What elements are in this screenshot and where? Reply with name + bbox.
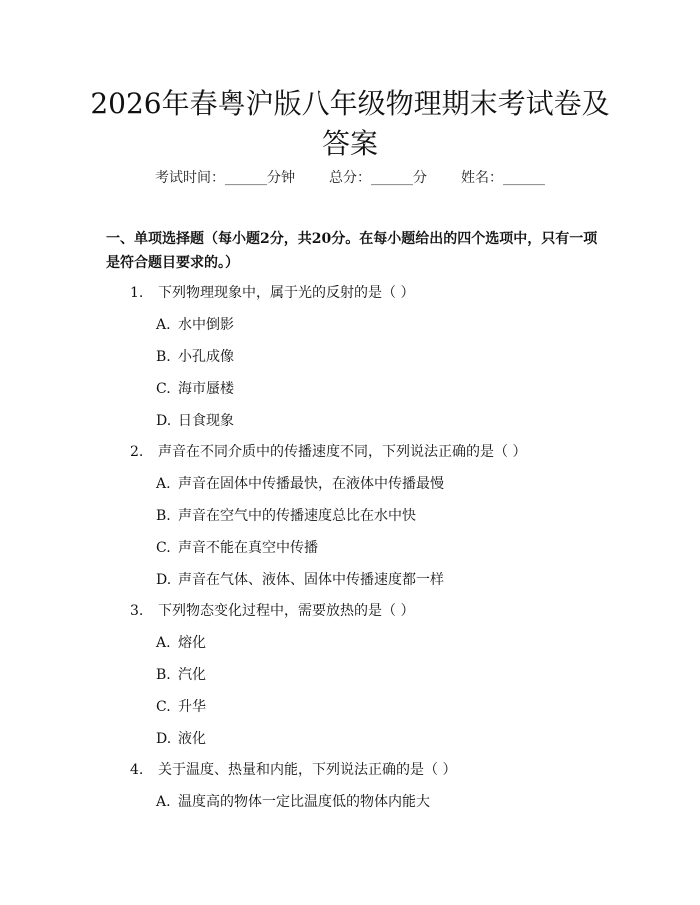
exam-info-line xyxy=(0,167,700,187)
option-item xyxy=(156,664,206,684)
option-item xyxy=(156,378,234,398)
question-number: 2. xyxy=(130,444,144,460)
option-item xyxy=(156,314,234,334)
option-letter: D. xyxy=(156,413,172,429)
question-text: 关于温度、热量和内能，下列说法正确的是（ ） xyxy=(158,762,457,778)
option-letter: A. xyxy=(156,794,171,810)
option-item xyxy=(156,505,416,525)
option-item xyxy=(156,346,234,366)
option-letter: A. xyxy=(156,635,171,651)
question-text: 下列物理现象中，属于光的反射的是（ ） xyxy=(158,285,415,301)
option-text: 声音在气体、液体、固体中传播速度都一样 xyxy=(178,572,444,588)
question-text: 下列物态变化过程中，需要放热的是（ ） xyxy=(158,603,415,619)
option-text: 日食现象 xyxy=(178,413,234,429)
question-text: 声音在不同介质中的传播速度不同，下列说法正确的是（ ） xyxy=(158,444,527,460)
option-letter: C. xyxy=(156,699,171,715)
option-letter: B. xyxy=(156,349,171,365)
question-2 xyxy=(130,441,526,461)
option-text: 小孔成像 xyxy=(178,349,234,365)
option-letter: B. xyxy=(156,508,171,524)
option-text: 声音不能在真空中传播 xyxy=(178,540,318,556)
question-1 xyxy=(130,282,414,302)
option-item xyxy=(156,632,206,652)
option-item xyxy=(156,569,444,589)
option-letter: A. xyxy=(156,317,171,333)
option-item xyxy=(156,473,444,493)
option-item xyxy=(156,537,318,557)
option-text: 声音在空气中的传播速度总比在水中快 xyxy=(178,508,416,524)
option-text: 温度高的物体一定比温度低的物体内能大 xyxy=(178,794,430,810)
option-text: 液化 xyxy=(178,731,206,747)
option-letter: A. xyxy=(156,476,171,492)
option-text: 升华 xyxy=(178,699,206,715)
question-number: 1. xyxy=(130,285,144,301)
option-letter: D. xyxy=(156,731,172,747)
question-number: 4. xyxy=(130,762,144,778)
option-item xyxy=(156,791,430,811)
option-text: 汽化 xyxy=(178,667,206,683)
option-letter: D. xyxy=(156,572,172,588)
question-4 xyxy=(130,759,456,779)
option-text: 声音在固体中传播最快，在液体中传播最慢 xyxy=(178,476,444,492)
total-score-field: 总分：______分 xyxy=(329,170,427,186)
section-heading: 一、单项选择题（每小题2分，共20分。在每小题给出的四个选项中，只有一项是符合题目要求的。） xyxy=(106,231,598,271)
exam-time-field: 考试时间：______分钟 xyxy=(155,170,295,186)
option-item xyxy=(156,728,206,748)
question-3 xyxy=(130,600,414,620)
page-title: 2026年春粤沪版八年级物理期末考试卷及答案 xyxy=(90,87,610,160)
option-item xyxy=(156,696,206,716)
student-name-field: 姓名：______ xyxy=(461,170,545,186)
option-text: 水中倒影 xyxy=(178,317,234,333)
question-number: 3. xyxy=(130,603,144,619)
option-text: 熔化 xyxy=(178,635,206,651)
option-letter: C. xyxy=(156,381,171,397)
option-letter: B. xyxy=(156,667,171,683)
option-item xyxy=(156,410,234,430)
option-letter: C. xyxy=(156,540,171,556)
option-text: 海市蜃楼 xyxy=(178,381,234,397)
